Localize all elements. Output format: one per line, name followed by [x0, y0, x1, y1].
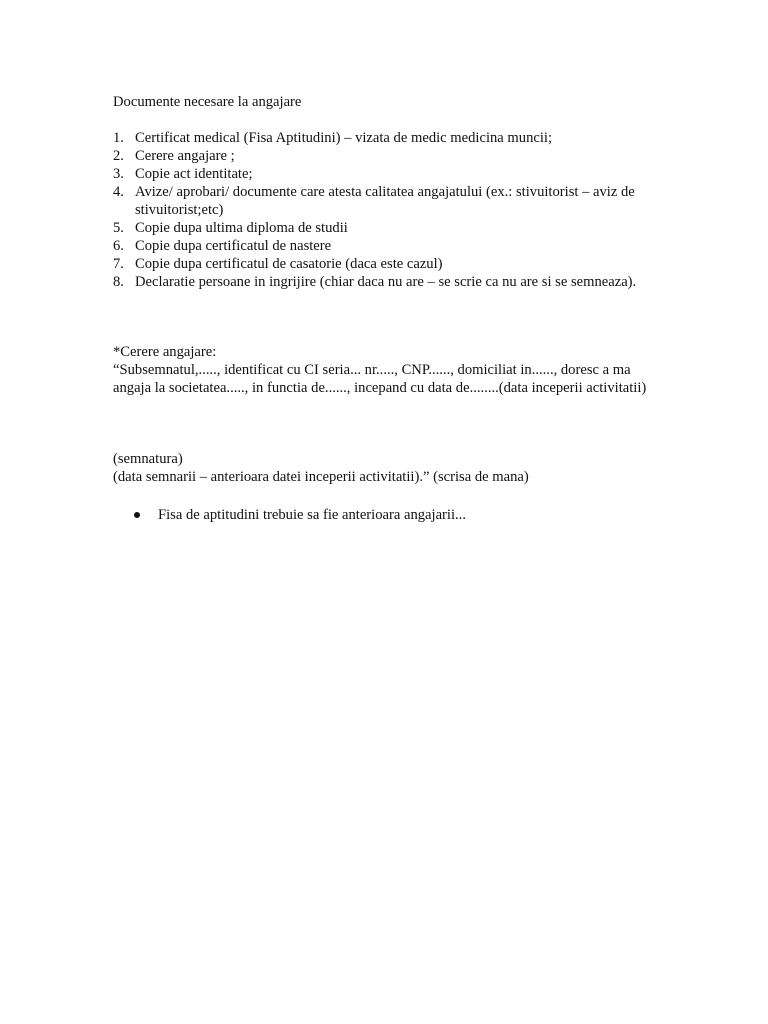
list-item	[113, 183, 673, 219]
list-item-number: 2.	[113, 148, 124, 164]
list-item-number: 3.	[113, 166, 124, 182]
list-item	[130, 506, 670, 524]
cerere-body: “Subsemnatul,....., identificat cu CI seria... nr....., CNP......, domiciliat in......, doresc a ma angaja la societatea....., in functia de......, incepand cu data de........(data inceperii activitatii)	[113, 362, 647, 396]
list-item	[113, 273, 673, 291]
list-item	[113, 147, 673, 165]
list-item	[113, 165, 673, 183]
required-documents-list	[113, 129, 673, 291]
list-item	[113, 237, 673, 255]
cerere-heading: *Cerere angajare:	[113, 344, 217, 360]
list-item-number: 8.	[113, 274, 124, 290]
list-item-text: Copie act identitate;	[135, 166, 253, 182]
signature-line: (semnatura)	[113, 451, 183, 467]
list-item-text: Certificat medical (Fisa Aptitudini) – vizata de medic medicina muncii;	[135, 130, 553, 146]
list-item	[113, 255, 673, 273]
list-item-text: Copie dupa ultima diploma de studii	[135, 220, 348, 236]
signature-section	[113, 450, 673, 486]
list-item-number: 7.	[113, 256, 124, 272]
notes-list	[130, 506, 670, 524]
document-title: Documente necesare la angajare	[113, 94, 302, 110]
list-item-text: Declaratie persoane in ingrijire (chiar daca nu are – se scrie ca nu are si se semneaza).	[135, 274, 637, 290]
list-item-number: 4.	[113, 184, 124, 200]
cerere-section	[113, 343, 661, 397]
list-item-text: Copie dupa certificatul de nastere	[135, 238, 332, 254]
list-item-number: 6.	[113, 238, 124, 254]
list-item-number: 5.	[113, 220, 124, 236]
list-item-text: Fisa de aptitudini trebuie sa fie anterioara angajarii...	[158, 507, 466, 523]
list-item-text: Copie dupa certificatul de casatorie (daca este cazul)	[135, 256, 443, 272]
list-item-text: Cerere angajare ;	[135, 148, 235, 164]
signature-date-line: (data semnarii – anterioara datei inceperii activitatii).” (scrisa de mana)	[113, 469, 529, 485]
list-item-text: Avize/ aprobari/ documente care atesta calitatea angajatului (ex.: stivuitorist – aviz de stivuitorist;etc)	[135, 184, 635, 218]
bullet-icon	[134, 512, 140, 518]
list-item-number: 1.	[113, 130, 124, 146]
list-item	[113, 219, 673, 237]
list-item	[113, 129, 673, 147]
